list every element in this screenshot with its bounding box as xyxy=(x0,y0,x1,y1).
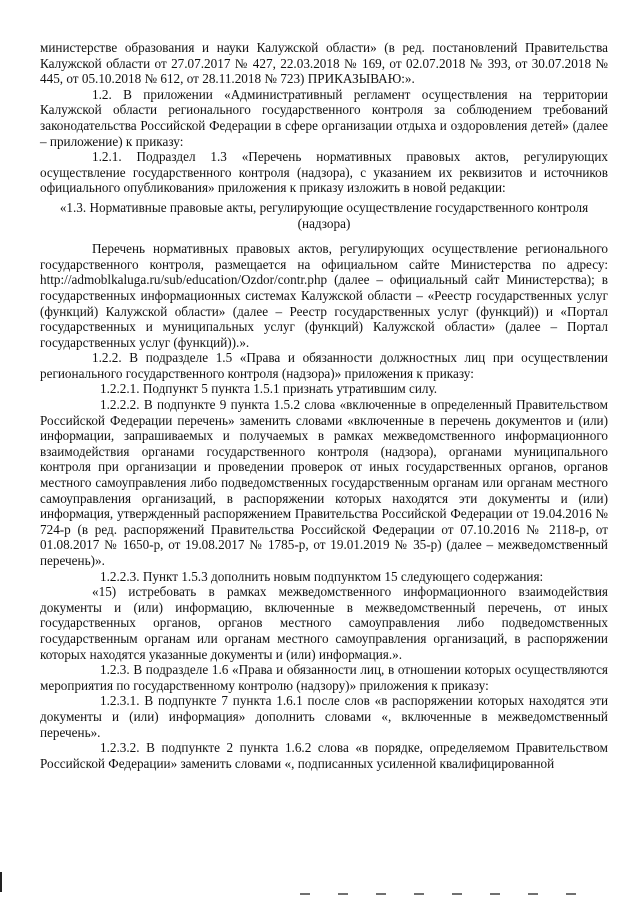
paragraph-subpoint-15: «15) истребовать в рамках межведомственного информационного взаимодействия документы и (или) информацию, включенные в межведомственный перечень, от иных государственных органов, органов местного самоуправления либо подведомственных государственным органам или органам местного самоуправления организаций, в распоряжении которых находятся указанные документы и (или) информация.». xyxy=(40,584,608,662)
paragraph-order-continuation: министерстве образования и науки Калужской области» (в ред. постановлений Правительства Калужской области от 27.07.2017 № 427, 22.03.2018 № 169, от 02.07.2018 № 393, от 30.07.2018 № 445, от 05.10.2018 № 612, от 28.11.2018 № 723) ПРИКАЗЫВАЮ:». xyxy=(40,40,608,87)
paragraph-1-2-3: 1.2.3. В подразделе 1.6 «Права и обязанности лиц, в отношении которых осуществляются мероприятия по государственному контролю (надзору)» приложения к приказу: xyxy=(40,662,608,693)
paragraph-1-2-3-2: 1.2.3.2. В подпункте 2 пункта 1.6.2 слова «в порядке, определяемом Правительством Российской Федерации» заменить словами «, подписанных усиленной квалифицированной xyxy=(40,740,608,771)
paragraph-1-2-2-3: 1.2.2.3. Пункт 1.5.3 дополнить новым подпунктом 15 следующего содержания: xyxy=(100,568,544,584)
document-body xyxy=(40,40,608,771)
scan-bottom-artifact xyxy=(300,893,600,895)
paragraph-1-2: 1.2. В приложении «Административный регламент осуществления на территории Калужской области регионального государственного контроля за соблюдением требований законодательства Российской Федерации в сфере организации отдыха и оздоровления детей» (далее – приложение) к приказу: xyxy=(40,86,608,149)
paragraph-1-2-2-2: 1.2.2.2. В подпункте 9 пункта 1.5.2 слова «включенные в определенный Правительством Российской Федерации перечень» заменить словами «включенные в перечень документов и (или) информации, запрашиваемых и получаемых в рамках межведомственного информационного взаимодействия органами государственного контроля (надзора), органами муниципального контроля при организации и проведении проверок от иных государственных органов, органов местного самоуправления либо подведомственных государственным органам или органам местного самоуправления организаций, в распоряжении которых находятся эти документы и (или) информация, утвержденный распоряжением Правительства Российской Федерации от 19.04.2016 № 724-р (в ред. распоряжений Правительства Российской Федерации от 07.10.2016 № 2118-р, от 01.08.2017 № 1650-р, от 19.08.2017 № 1785-р, от 19.01.2019 № 35-р) (далее – межведомственный перечень)». xyxy=(40,397,608,568)
paragraph-1-2-2-1: 1.2.2.1. Подпункт 5 пункта 1.5.1 признать утратившим силу. xyxy=(100,381,438,397)
paragraph-1-2-3-1: 1.2.3.1. В подпункте 7 пункта 1.6.1 после слов «в распоряжении которых находятся эти документы и (или) информация» дополнить словами «, включенные в межведомственный перечень». xyxy=(40,693,608,740)
paragraph-1-2-2: 1.2.2. В подразделе 1.5 «Права и обязанности должностных лиц при осуществлении регионального государственного контроля (надзора)» приложения к приказу: xyxy=(40,350,608,381)
paragraph-list-of-acts: Перечень нормативных правовых актов, регулирующих осуществление регионального государственного контроля, размещается на официальном сайте Министерства по адресу: http://admoblkaluga.ru/sub/education/Ozdor/contr.php (далее – официальный сайт Министерства); в государственных информационных системах Калужской области – «Реестр государственных услуг (функций) Калужской области» (далее – Реестр государственных услуг (функций)) и «Портал государственных и муниципальных услуг (функций) Калужской области» (далее – Портал государственных услуг (функций)).». xyxy=(40,241,608,350)
section-heading-1-3: «1.3. Нормативные правовые акты, регулирующие осуществление государственного контроля (надзора) xyxy=(59,199,589,231)
scan-edge-mark xyxy=(0,872,10,892)
paragraph-1-2-1: 1.2.1. Подраздел 1.3 «Перечень нормативных правовых актов, регулирующих осуществление государственного контроля (надзора), с указанием их реквизитов и источников официального опубликования» приложения к приказу изложить в новой редакции: xyxy=(40,149,608,196)
